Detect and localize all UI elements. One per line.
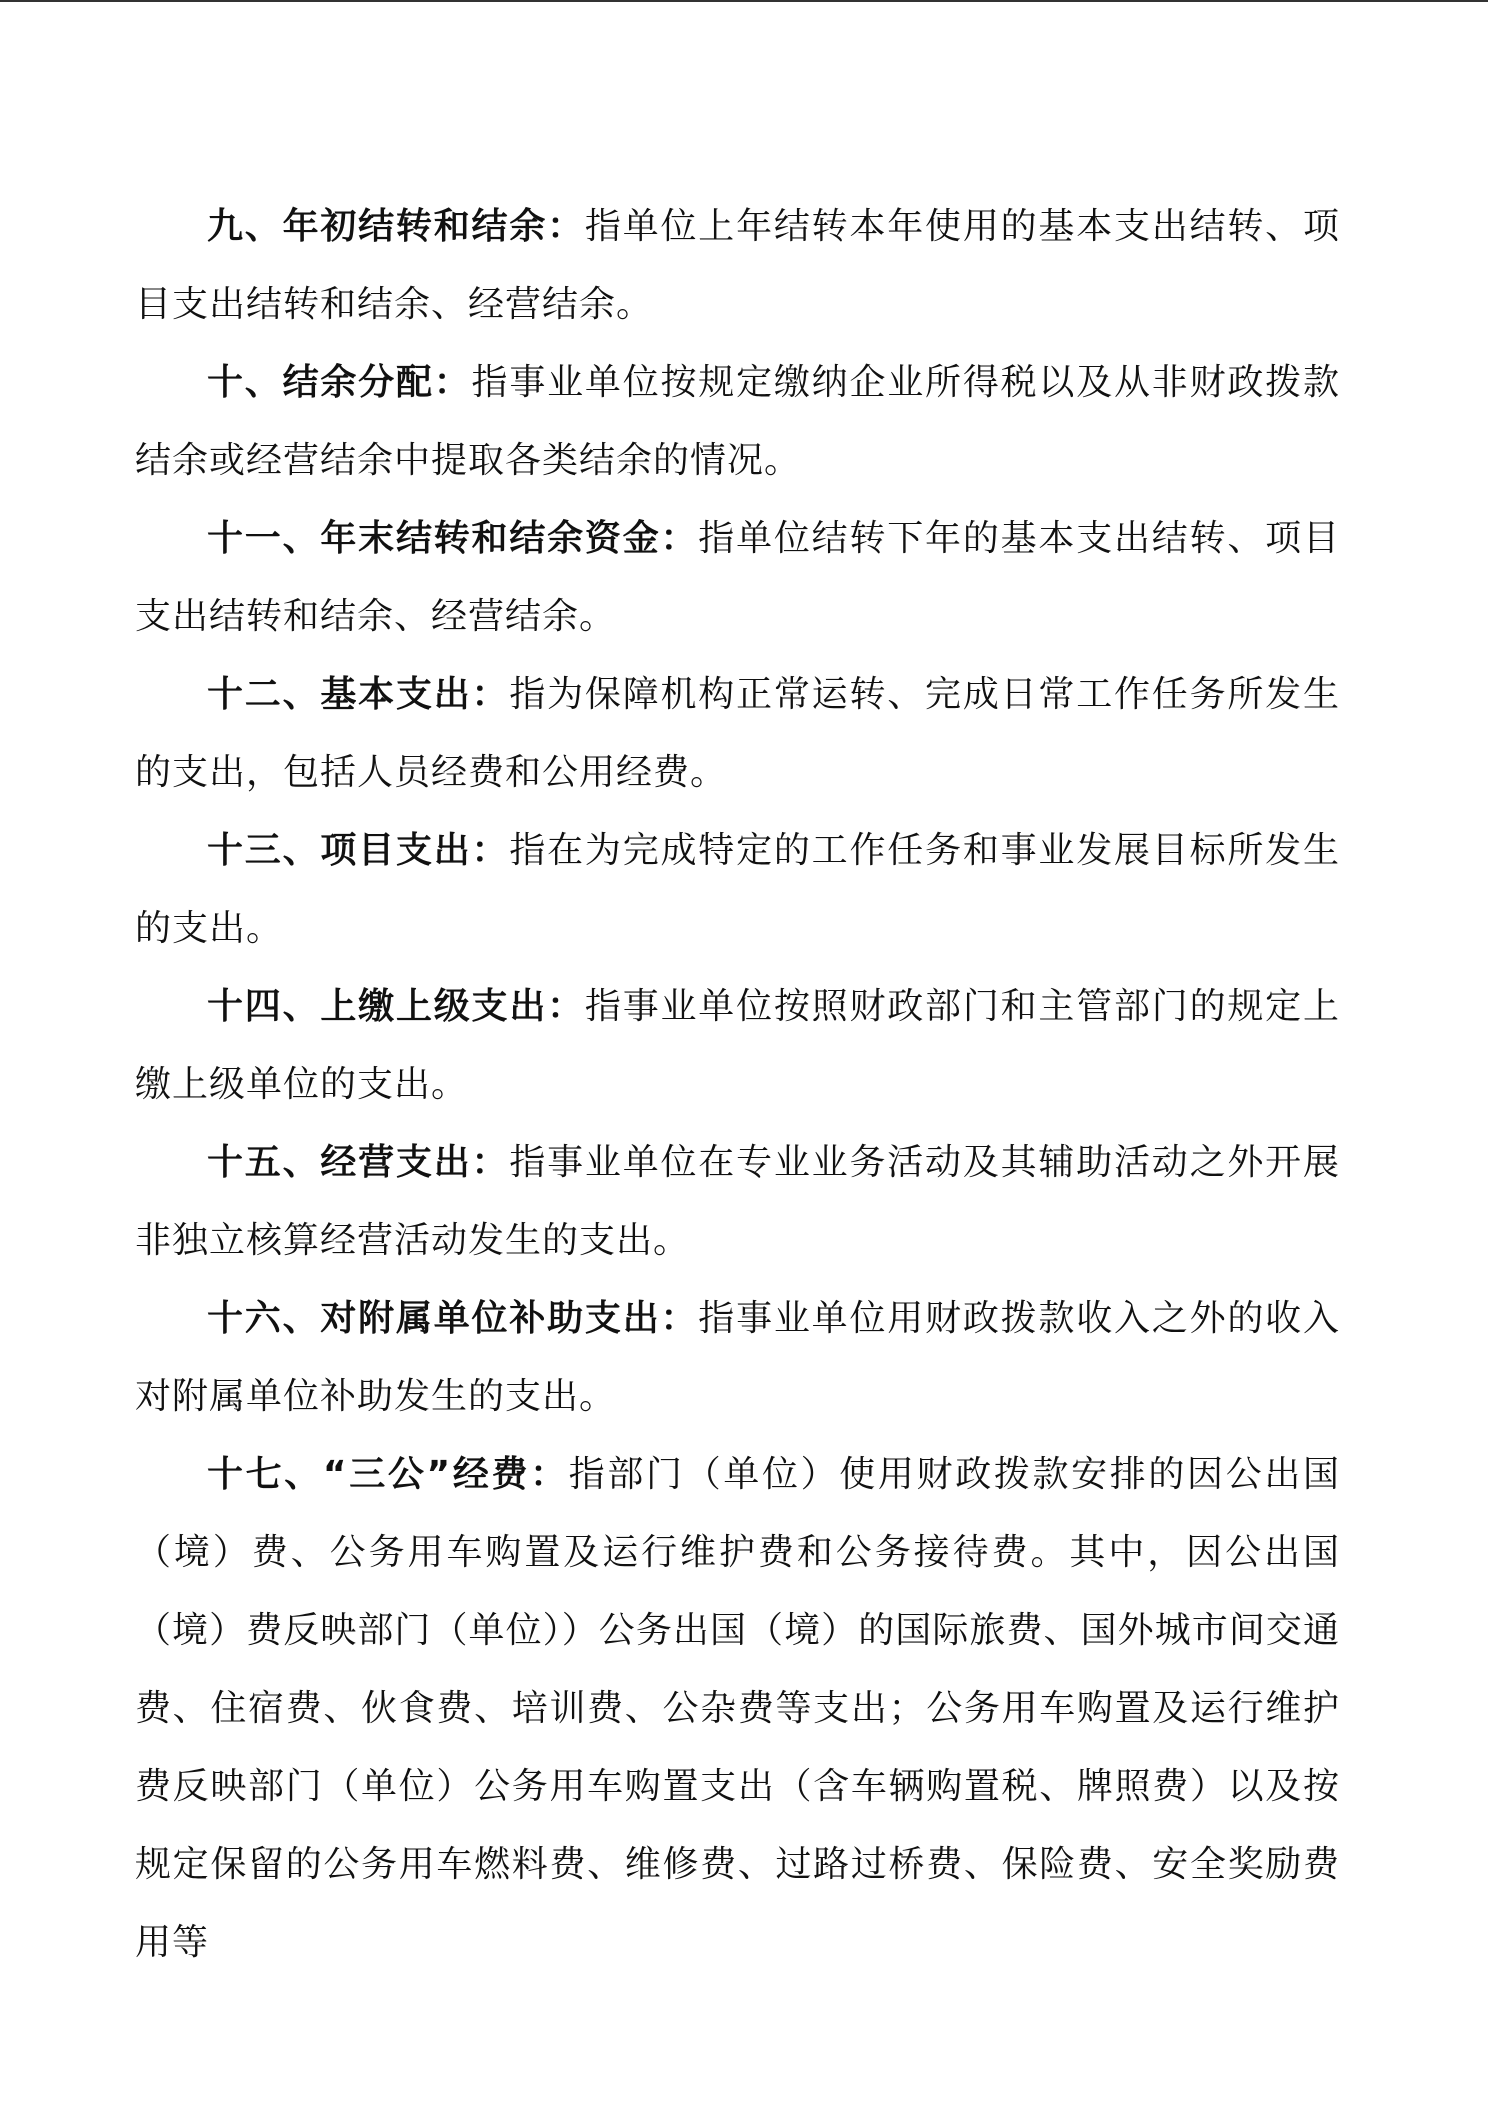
term-label: 十六、对附属单位补助支出：: [207, 1298, 699, 1339]
document-page: [135, 188, 1340, 1982]
paragraph-9: [135, 188, 1340, 344]
paragraph-17: [135, 1436, 1340, 1982]
term-label: 十五、经营支出：: [207, 1142, 510, 1183]
term-definition: 指单位结转下年的基本支出结转、项目支出结转和结余、经营结余。: [135, 518, 1340, 637]
term-definition: 指部门（单位）使用财政拨款安排的因公出国（境）费、公务用车购置及运行维护费和公务接待费。其中，因公出国（境）费反映部门（单位））公务出国（境）的国际旅费、国外城市间交通费、住宿费、伙食费、培训费、公杂费等支出；公务用车购置及运行维护费反映部门（单位）公务用车购置支出（含车辆购置税、牌照费）以及按规定保留的公务用车燃料费、维修费、过路过桥费、保险费、安全奖励费用等: [135, 1454, 1340, 1963]
paragraph-13: [135, 812, 1340, 968]
term-definition: 指事业单位按照财政部门和主管部门的规定上缴上级单位的支出。: [135, 986, 1340, 1105]
paragraph-14: [135, 968, 1340, 1124]
paragraph-11: [135, 500, 1340, 656]
term-label: 十三、项目支出：: [207, 830, 510, 871]
term-label: 十七、“三公”经费：: [207, 1454, 569, 1495]
paragraph-16: [135, 1280, 1340, 1436]
term-definition: 指在为完成特定的工作任务和事业发展目标所发生的支出。: [135, 830, 1340, 949]
page-top-border: [0, 0, 1488, 2]
term-definition: 指为保障机构正常运转、完成日常工作任务所发生的支出，包括人员经费和公用经费。: [135, 674, 1340, 793]
term-definition: 指事业单位用财政拨款收入之外的收入对附属单位补助发生的支出。: [135, 1298, 1340, 1417]
term-definition: 指事业单位按规定缴纳企业所得税以及从非财政拨款结余或经营结余中提取各类结余的情况。: [135, 362, 1340, 481]
term-label: 十、结余分配：: [207, 362, 472, 403]
term-definition: 指事业单位在专业业务活动及其辅助活动之外开展非独立核算经营活动发生的支出。: [135, 1142, 1340, 1261]
paragraph-12: [135, 656, 1340, 812]
term-definition: 指单位上年结转本年使用的基本支出结转、项目支出结转和结余、经营结余。: [135, 206, 1340, 325]
term-label: 十四、上缴上级支出：: [207, 986, 585, 1027]
paragraph-15: [135, 1124, 1340, 1280]
paragraph-10: [135, 344, 1340, 500]
term-label: 九、年初结转和结余：: [207, 206, 585, 247]
term-label: 十一、年末结转和结余资金：: [207, 518, 699, 559]
term-label: 十二、基本支出：: [207, 674, 510, 715]
